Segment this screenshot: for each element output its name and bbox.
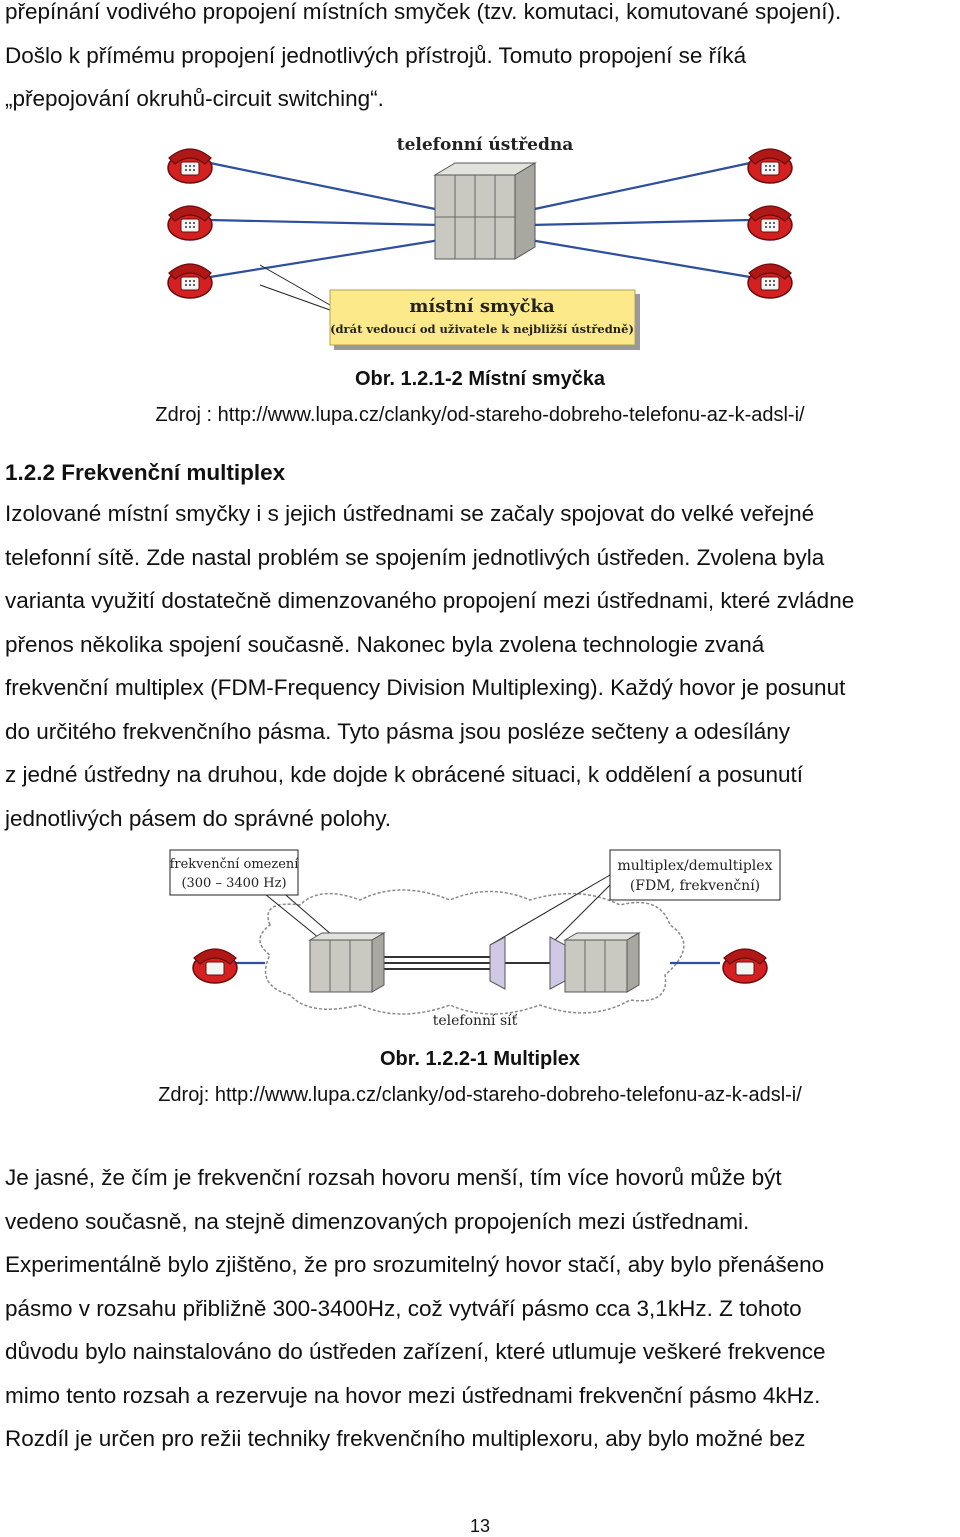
text-line: důvodu bylo nainstalováno do ústředen zařízení, které utlumuje veškeré frekvence <box>5 1339 826 1364</box>
text-line: přepínání vodivého propojení místních smyček (tzv. komutaci, komutované spojení). <box>5 0 842 24</box>
loop-label: místní smyčka <box>409 296 555 317</box>
figure-caption: Obr. 1.2.2-1 Multiplex <box>379 1048 581 1070</box>
text-line: pásmo v rozsahu přibližně 300-3400Hz, což vytváří pásmo cca 3,1kHz. Z tohoto <box>5 1295 802 1321</box>
text-line: Je jasné, že čím je frekvenční rozsah hovoru menší, tím více hovorů může být <box>5 1165 782 1190</box>
text-line: varianta využití dostatečně dimenzovaného propojení mezi ústřednami, které zvládne <box>5 588 855 613</box>
mux-label: multiplex/demultiplex <box>617 858 773 874</box>
exchange-label: telefonní ústředna <box>396 135 574 155</box>
freq-limit-range: (300 – 3400 Hz) <box>181 876 287 891</box>
phone-icon <box>168 206 212 240</box>
exchange-icon <box>565 933 639 992</box>
mux-sublabel: (FDM, frekvenční) <box>629 878 761 894</box>
figure-multiplex <box>160 845 800 1035</box>
loop-sublabel: (drát vedoucí od uživatele k nejbližší ústředně) <box>330 322 634 336</box>
figure-caption: Obr. 1.2.1-2 Místní smyčka <box>354 368 606 390</box>
text-line: Izolované místní smyčky i s jejich ústřednami se začaly spojovat do velké veřejné <box>5 501 815 526</box>
network-label: telefonní síť <box>432 1013 518 1029</box>
text-line: telefonní sítě. Zde nastal problém se spojením jednotlivých ústředen. Zvolena byla <box>5 544 825 570</box>
closing-paragraph <box>5 1156 955 1461</box>
text-line: mimo tento rozsah a rezervuje na hovor mezi ústřednami frekvenční pásmo 4kHz. <box>5 1382 821 1408</box>
phone-icon <box>748 264 792 298</box>
figure-source: Zdroj: http://www.lupa.cz/clanky/od-stareho-dobreho-telefonu-az-k-adsl-i/ <box>158 1084 802 1106</box>
phone-icon <box>168 264 212 298</box>
text-line: přenos několika spojení současně. Nakonec byla zvolena technologie zvaná <box>5 631 765 657</box>
text-line: z jedné ústředny na druhou, kde dojde k obrácené situaci, k oddělení a posunutí <box>5 762 804 787</box>
freq-limit-label: frekvenční omezení <box>169 857 299 872</box>
text-line: Rozdíl je určen pro režii techniky frekvenčního multiplexoru, aby bylo možné bez <box>5 1426 806 1451</box>
multiplexer-icon <box>550 937 565 989</box>
text-line: Experimentálně bylo zjištěno, že pro srozumitelný hovor stačí, aby bylo přenášeno <box>5 1252 825 1277</box>
phone-icon <box>168 149 212 183</box>
section-heading: 1.2.2 Frekvenční multiplex <box>5 460 286 485</box>
multiplexer-icon <box>490 937 505 989</box>
page-number: 13 <box>469 1516 491 1536</box>
exchange-icon <box>435 163 535 259</box>
phone-icon <box>193 949 237 983</box>
text-line: vedeno současně, na stejně dimenzovaných propojeních mezi ústřednami. <box>5 1208 750 1234</box>
phone-icon <box>723 949 767 983</box>
exchange-icon <box>310 933 384 992</box>
text-line: Došlo k přímému propojení jednotlivých přístrojů. Tomuto propojení se říká <box>5 42 747 68</box>
text-line: do určitého frekvenčního pásma. Tyto pásma jsou posléze sečteny a odesílány <box>5 718 791 744</box>
section-paragraph <box>5 492 955 840</box>
intro-paragraph <box>5 0 955 121</box>
figure-local-loop <box>150 125 810 360</box>
text-line: jednotlivých pásem do správné polohy. <box>5 805 392 831</box>
phone-icon <box>748 149 792 183</box>
figure-source: Zdroj : http://www.lupa.cz/clanky/od-stareho-dobreho-telefonu-az-k-adsl-i/ <box>155 404 805 426</box>
text-line: frekvenční multiplex (FDM-Frequency Division Multiplexing). Každý hovor je posunut <box>5 675 846 700</box>
phone-icon <box>748 206 792 240</box>
text-line: „přepojování okruhů-circuit switching“. <box>5 86 384 111</box>
